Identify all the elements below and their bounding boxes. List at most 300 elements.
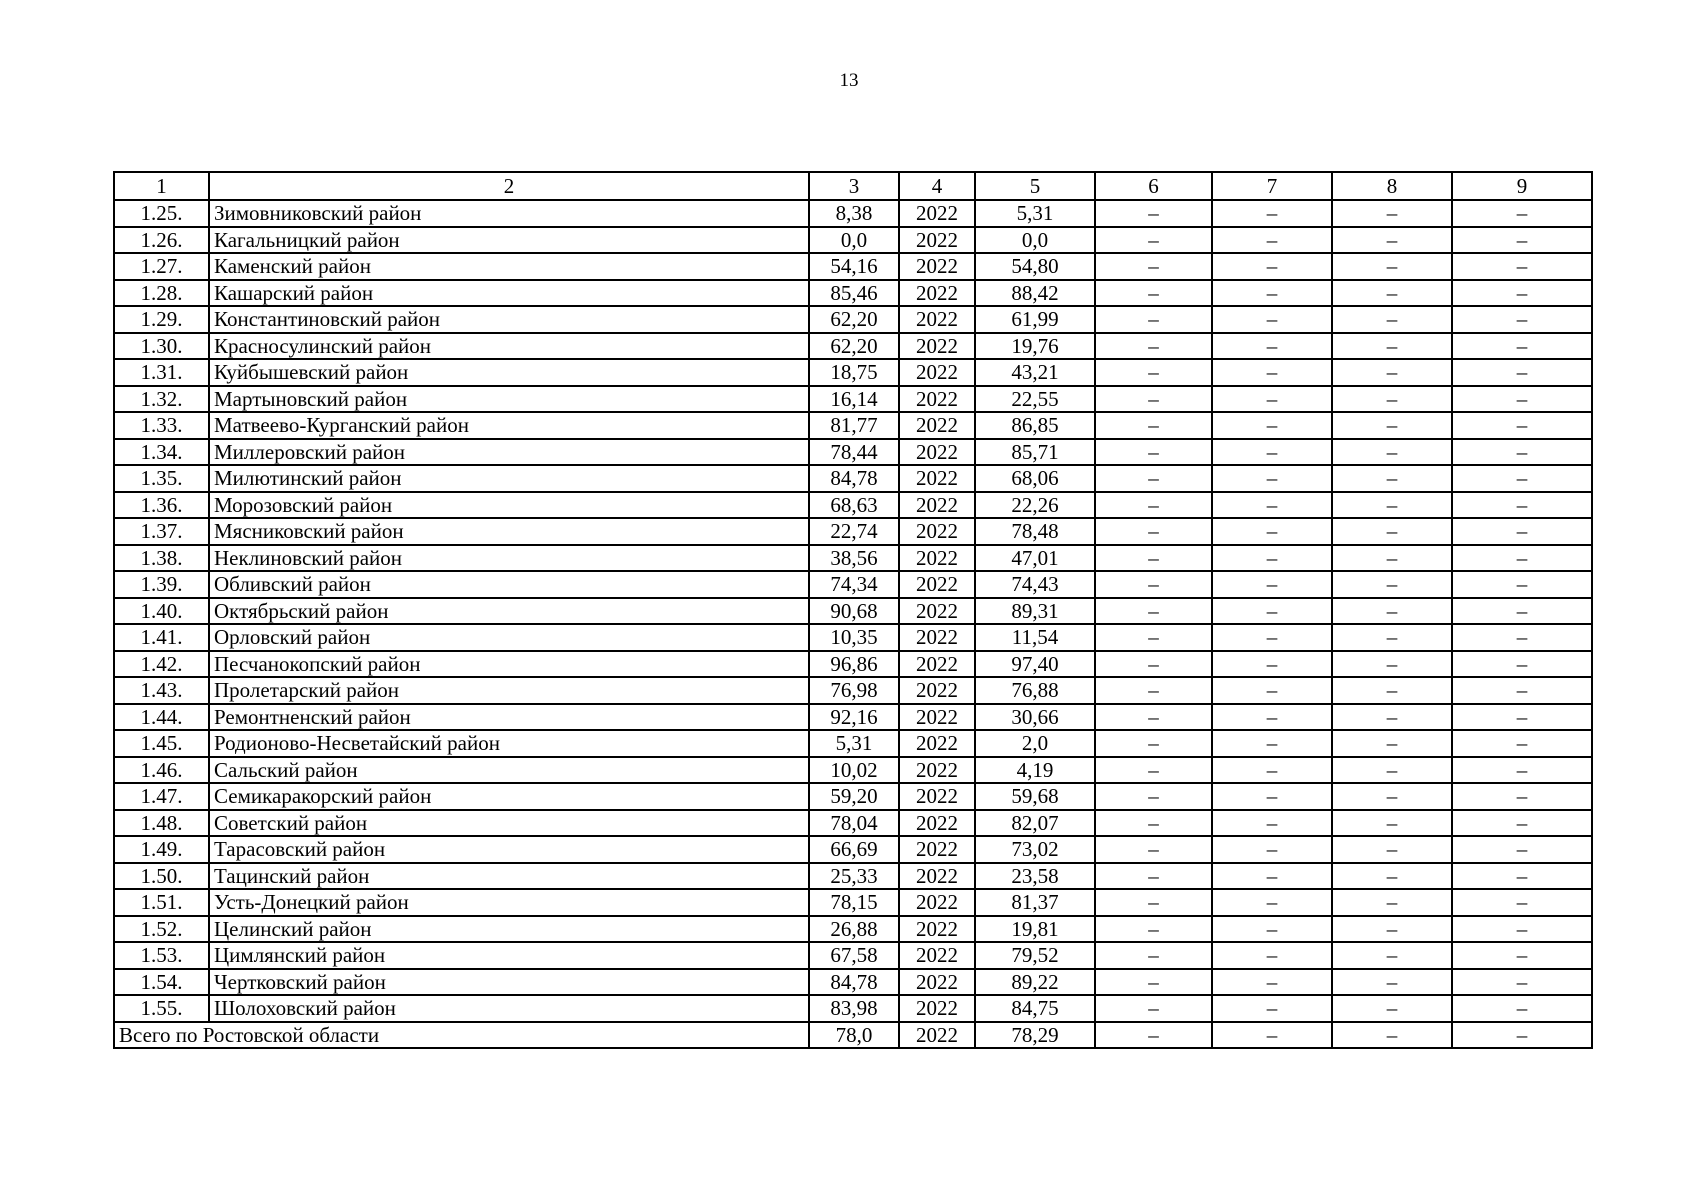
district-name: Советский район	[209, 810, 809, 837]
dash-cell: –	[1212, 492, 1332, 519]
value-cell: 78,48	[975, 518, 1095, 545]
dash-cell: –	[1332, 624, 1452, 651]
table-row	[114, 863, 1592, 890]
year-cell: 2022	[899, 359, 975, 386]
total-cell: –	[1332, 1022, 1452, 1049]
dash-cell: –	[1332, 889, 1452, 916]
dash-cell: –	[1332, 783, 1452, 810]
dash-cell: –	[1212, 704, 1332, 731]
dash-cell: –	[1095, 677, 1212, 704]
table-row	[114, 465, 1592, 492]
value-cell: 88,42	[975, 280, 1095, 307]
total-cell: –	[1452, 1022, 1592, 1049]
district-name: Октябрьский район	[209, 598, 809, 625]
year-cell: 2022	[899, 889, 975, 916]
dash-cell: –	[1332, 439, 1452, 466]
dash-cell: –	[1332, 942, 1452, 969]
value-cell: 92,16	[809, 704, 899, 731]
dash-cell: –	[1095, 916, 1212, 943]
dash-cell: –	[1332, 518, 1452, 545]
year-cell: 2022	[899, 598, 975, 625]
district-name: Кагальницкий район	[209, 227, 809, 254]
dash-cell: –	[1452, 333, 1592, 360]
column-header: 1	[114, 172, 209, 200]
value-cell: 86,85	[975, 412, 1095, 439]
row-number: 1.28.	[114, 280, 209, 307]
district-name: Матвеево-Курганский район	[209, 412, 809, 439]
dash-cell: –	[1095, 783, 1212, 810]
district-name: Тарасовский район	[209, 836, 809, 863]
table-row	[114, 889, 1592, 916]
year-cell: 2022	[899, 492, 975, 519]
dash-cell: –	[1332, 492, 1452, 519]
value-cell: 76,98	[809, 677, 899, 704]
dash-cell: –	[1212, 730, 1332, 757]
dash-cell: –	[1095, 518, 1212, 545]
district-name: Родионово-Несветайский район	[209, 730, 809, 757]
dash-cell: –	[1095, 651, 1212, 678]
value-cell: 47,01	[975, 545, 1095, 572]
year-cell: 2022	[899, 651, 975, 678]
dash-cell: –	[1332, 651, 1452, 678]
value-cell: 84,78	[809, 465, 899, 492]
value-cell: 10,35	[809, 624, 899, 651]
year-cell: 2022	[899, 280, 975, 307]
total-cell: –	[1095, 1022, 1212, 1049]
row-number: 1.36.	[114, 492, 209, 519]
table-row	[114, 306, 1592, 333]
dash-cell: –	[1095, 969, 1212, 996]
year-cell: 2022	[899, 624, 975, 651]
dash-cell: –	[1095, 359, 1212, 386]
value-cell: 62,20	[809, 306, 899, 333]
row-number: 1.49.	[114, 836, 209, 863]
table-body	[114, 200, 1592, 1022]
dash-cell: –	[1212, 783, 1332, 810]
year-cell: 2022	[899, 836, 975, 863]
district-name: Песчанокопский район	[209, 651, 809, 678]
value-cell: 83,98	[809, 995, 899, 1022]
value-cell: 96,86	[809, 651, 899, 678]
table-row	[114, 412, 1592, 439]
dash-cell: –	[1452, 730, 1592, 757]
dash-cell: –	[1212, 306, 1332, 333]
dash-cell: –	[1452, 412, 1592, 439]
dash-cell: –	[1452, 942, 1592, 969]
dash-cell: –	[1452, 545, 1592, 572]
dash-cell: –	[1212, 757, 1332, 784]
year-cell: 2022	[899, 863, 975, 890]
table-row	[114, 704, 1592, 731]
value-cell: 0,0	[809, 227, 899, 254]
year-cell: 2022	[899, 969, 975, 996]
dash-cell: –	[1332, 386, 1452, 413]
table-row	[114, 518, 1592, 545]
year-cell: 2022	[899, 306, 975, 333]
year-cell: 2022	[899, 995, 975, 1022]
row-number: 1.48.	[114, 810, 209, 837]
dash-cell: –	[1095, 836, 1212, 863]
table-row	[114, 333, 1592, 360]
table-row	[114, 624, 1592, 651]
row-number: 1.29.	[114, 306, 209, 333]
district-name: Кашарский район	[209, 280, 809, 307]
row-number: 1.35.	[114, 465, 209, 492]
value-cell: 54,16	[809, 253, 899, 280]
total-cell: 2022	[899, 1022, 975, 1049]
dash-cell: –	[1332, 227, 1452, 254]
dash-cell: –	[1452, 465, 1592, 492]
page-number: 13	[839, 70, 859, 91]
dash-cell: –	[1332, 200, 1452, 227]
district-name: Мартыновский район	[209, 386, 809, 413]
row-number: 1.54.	[114, 969, 209, 996]
district-name: Шолоховский район	[209, 995, 809, 1022]
row-number: 1.52.	[114, 916, 209, 943]
dash-cell: –	[1452, 757, 1592, 784]
dash-cell: –	[1212, 677, 1332, 704]
district-name: Семикаракорский район	[209, 783, 809, 810]
dash-cell: –	[1452, 571, 1592, 598]
table-row	[114, 836, 1592, 863]
dash-cell: –	[1212, 889, 1332, 916]
dash-cell: –	[1095, 624, 1212, 651]
dash-cell: –	[1332, 969, 1452, 996]
dash-cell: –	[1095, 280, 1212, 307]
dash-cell: –	[1212, 386, 1332, 413]
year-cell: 2022	[899, 810, 975, 837]
dash-cell: –	[1212, 200, 1332, 227]
dash-cell: –	[1212, 836, 1332, 863]
row-number: 1.44.	[114, 704, 209, 731]
value-cell: 11,54	[975, 624, 1095, 651]
dash-cell: –	[1452, 280, 1592, 307]
dash-cell: –	[1452, 253, 1592, 280]
year-cell: 2022	[899, 916, 975, 943]
district-name: Цимлянский район	[209, 942, 809, 969]
value-cell: 85,71	[975, 439, 1095, 466]
table-row	[114, 545, 1592, 572]
year-cell: 2022	[899, 386, 975, 413]
year-cell: 2022	[899, 439, 975, 466]
year-cell: 2022	[899, 545, 975, 572]
table-row	[114, 730, 1592, 757]
table-row	[114, 359, 1592, 386]
data-table	[113, 171, 1593, 1049]
district-name: Красносулинский район	[209, 333, 809, 360]
dash-cell: –	[1212, 227, 1332, 254]
row-number: 1.51.	[114, 889, 209, 916]
value-cell: 30,66	[975, 704, 1095, 731]
table-row	[114, 253, 1592, 280]
dash-cell: –	[1212, 571, 1332, 598]
table-row	[114, 757, 1592, 784]
value-cell: 59,20	[809, 783, 899, 810]
row-number: 1.47.	[114, 783, 209, 810]
value-cell: 90,68	[809, 598, 899, 625]
header-row	[114, 172, 1592, 200]
column-header: 3	[809, 172, 899, 200]
dash-cell: –	[1452, 836, 1592, 863]
dash-cell: –	[1095, 386, 1212, 413]
table-row	[114, 598, 1592, 625]
total-cell: 78,0	[809, 1022, 899, 1049]
dash-cell: –	[1095, 598, 1212, 625]
year-cell: 2022	[899, 783, 975, 810]
dash-cell: –	[1452, 677, 1592, 704]
dash-cell: –	[1095, 492, 1212, 519]
table-row	[114, 280, 1592, 307]
value-cell: 26,88	[809, 916, 899, 943]
value-cell: 23,58	[975, 863, 1095, 890]
total-cell: –	[1212, 1022, 1332, 1049]
row-number: 1.43.	[114, 677, 209, 704]
value-cell: 85,46	[809, 280, 899, 307]
dash-cell: –	[1095, 545, 1212, 572]
dash-cell: –	[1212, 863, 1332, 890]
dash-cell: –	[1212, 439, 1332, 466]
value-cell: 89,22	[975, 969, 1095, 996]
dash-cell: –	[1095, 227, 1212, 254]
table-row	[114, 810, 1592, 837]
district-name: Пролетарский район	[209, 677, 809, 704]
value-cell: 78,44	[809, 439, 899, 466]
dash-cell: –	[1452, 386, 1592, 413]
dash-cell: –	[1212, 253, 1332, 280]
year-cell: 2022	[899, 677, 975, 704]
dash-cell: –	[1095, 730, 1212, 757]
dash-cell: –	[1452, 783, 1592, 810]
table-row	[114, 651, 1592, 678]
dash-cell: –	[1095, 942, 1212, 969]
value-cell: 78,04	[809, 810, 899, 837]
dash-cell: –	[1095, 412, 1212, 439]
value-cell: 19,76	[975, 333, 1095, 360]
dash-cell: –	[1452, 916, 1592, 943]
dash-cell: –	[1452, 518, 1592, 545]
dash-cell: –	[1212, 651, 1332, 678]
value-cell: 4,19	[975, 757, 1095, 784]
value-cell: 68,06	[975, 465, 1095, 492]
year-cell: 2022	[899, 518, 975, 545]
total-row	[114, 1022, 1592, 1049]
district-name: Константиновский район	[209, 306, 809, 333]
dash-cell: –	[1452, 995, 1592, 1022]
value-cell: 81,37	[975, 889, 1095, 916]
column-header: 5	[975, 172, 1095, 200]
row-number: 1.55.	[114, 995, 209, 1022]
column-header: 7	[1212, 172, 1332, 200]
dash-cell: –	[1452, 227, 1592, 254]
value-cell: 5,31	[975, 200, 1095, 227]
year-cell: 2022	[899, 571, 975, 598]
table-row	[114, 783, 1592, 810]
dash-cell: –	[1332, 836, 1452, 863]
row-number: 1.40.	[114, 598, 209, 625]
dash-cell: –	[1332, 280, 1452, 307]
table-row	[114, 492, 1592, 519]
district-name: Миллеровский район	[209, 439, 809, 466]
dash-cell: –	[1332, 253, 1452, 280]
dash-cell: –	[1452, 969, 1592, 996]
table-row	[114, 386, 1592, 413]
total-label: Всего по Ростовской области	[114, 1022, 809, 1049]
dash-cell: –	[1332, 704, 1452, 731]
dash-cell: –	[1095, 863, 1212, 890]
dash-cell: –	[1332, 730, 1452, 757]
dash-cell: –	[1332, 306, 1452, 333]
value-cell: 19,81	[975, 916, 1095, 943]
dash-cell: –	[1095, 571, 1212, 598]
dash-cell: –	[1332, 757, 1452, 784]
column-header: 4	[899, 172, 975, 200]
year-cell: 2022	[899, 465, 975, 492]
value-cell: 0,0	[975, 227, 1095, 254]
dash-cell: –	[1332, 995, 1452, 1022]
dash-cell: –	[1332, 677, 1452, 704]
dash-cell: –	[1095, 889, 1212, 916]
dash-cell: –	[1095, 810, 1212, 837]
dash-cell: –	[1332, 333, 1452, 360]
value-cell: 59,68	[975, 783, 1095, 810]
year-cell: 2022	[899, 942, 975, 969]
year-cell: 2022	[899, 227, 975, 254]
value-cell: 73,02	[975, 836, 1095, 863]
value-cell: 84,75	[975, 995, 1095, 1022]
row-number: 1.26.	[114, 227, 209, 254]
row-number: 1.42.	[114, 651, 209, 678]
dash-cell: –	[1212, 810, 1332, 837]
dash-cell: –	[1332, 598, 1452, 625]
dash-cell: –	[1332, 545, 1452, 572]
dash-cell: –	[1095, 704, 1212, 731]
dash-cell: –	[1212, 412, 1332, 439]
dash-cell: –	[1452, 889, 1592, 916]
dash-cell: –	[1095, 439, 1212, 466]
value-cell: 76,88	[975, 677, 1095, 704]
row-number: 1.39.	[114, 571, 209, 598]
dash-cell: –	[1332, 916, 1452, 943]
value-cell: 68,63	[809, 492, 899, 519]
district-name: Куйбышевский район	[209, 359, 809, 386]
value-cell: 89,31	[975, 598, 1095, 625]
dash-cell: –	[1452, 863, 1592, 890]
dash-cell: –	[1452, 439, 1592, 466]
row-number: 1.45.	[114, 730, 209, 757]
dash-cell: –	[1212, 916, 1332, 943]
table-row	[114, 677, 1592, 704]
value-cell: 22,74	[809, 518, 899, 545]
dash-cell: –	[1212, 518, 1332, 545]
value-cell: 79,52	[975, 942, 1095, 969]
dash-cell: –	[1095, 253, 1212, 280]
dash-cell: –	[1212, 280, 1332, 307]
row-number: 1.38.	[114, 545, 209, 572]
year-cell: 2022	[899, 730, 975, 757]
district-name: Неклиновский район	[209, 545, 809, 572]
row-number: 1.33.	[114, 412, 209, 439]
table-row	[114, 200, 1592, 227]
value-cell: 54,80	[975, 253, 1095, 280]
row-number: 1.46.	[114, 757, 209, 784]
row-number: 1.34.	[114, 439, 209, 466]
value-cell: 5,31	[809, 730, 899, 757]
value-cell: 38,56	[809, 545, 899, 572]
dash-cell: –	[1452, 810, 1592, 837]
dash-cell: –	[1212, 624, 1332, 651]
district-name: Целинский район	[209, 916, 809, 943]
dash-cell: –	[1212, 942, 1332, 969]
value-cell: 67,58	[809, 942, 899, 969]
value-cell: 25,33	[809, 863, 899, 890]
table-row	[114, 571, 1592, 598]
district-name: Мясниковский район	[209, 518, 809, 545]
row-number: 1.30.	[114, 333, 209, 360]
dash-cell: –	[1212, 995, 1332, 1022]
row-number: 1.50.	[114, 863, 209, 890]
dash-cell: –	[1332, 412, 1452, 439]
value-cell: 22,55	[975, 386, 1095, 413]
column-header: 8	[1332, 172, 1452, 200]
value-cell: 61,99	[975, 306, 1095, 333]
district-name: Милютинский район	[209, 465, 809, 492]
dash-cell: –	[1212, 545, 1332, 572]
value-cell: 66,69	[809, 836, 899, 863]
district-name: Каменский район	[209, 253, 809, 280]
district-name: Усть-Донецкий район	[209, 889, 809, 916]
dash-cell: –	[1095, 333, 1212, 360]
value-cell: 18,75	[809, 359, 899, 386]
district-name: Морозовский район	[209, 492, 809, 519]
year-cell: 2022	[899, 333, 975, 360]
district-name: Тацинский район	[209, 863, 809, 890]
year-cell: 2022	[899, 412, 975, 439]
table-row	[114, 439, 1592, 466]
dash-cell: –	[1095, 306, 1212, 333]
district-name: Чертковский район	[209, 969, 809, 996]
value-cell: 62,20	[809, 333, 899, 360]
dash-cell: –	[1095, 757, 1212, 784]
dash-cell: –	[1452, 359, 1592, 386]
dash-cell: –	[1332, 465, 1452, 492]
value-cell: 2,0	[975, 730, 1095, 757]
dash-cell: –	[1332, 863, 1452, 890]
row-number: 1.41.	[114, 624, 209, 651]
value-cell: 74,43	[975, 571, 1095, 598]
total-cell: 78,29	[975, 1022, 1095, 1049]
column-header: 9	[1452, 172, 1592, 200]
value-cell: 81,77	[809, 412, 899, 439]
year-cell: 2022	[899, 704, 975, 731]
table-row	[114, 942, 1592, 969]
dash-cell: –	[1452, 492, 1592, 519]
value-cell: 97,40	[975, 651, 1095, 678]
year-cell: 2022	[899, 200, 975, 227]
table-row	[114, 995, 1592, 1022]
dash-cell: –	[1452, 200, 1592, 227]
dash-cell: –	[1212, 359, 1332, 386]
dash-cell: –	[1452, 624, 1592, 651]
dash-cell: –	[1332, 810, 1452, 837]
row-number: 1.37.	[114, 518, 209, 545]
dash-cell: –	[1452, 598, 1592, 625]
table-row	[114, 227, 1592, 254]
district-name: Обливский район	[209, 571, 809, 598]
district-name: Сальский район	[209, 757, 809, 784]
value-cell: 84,78	[809, 969, 899, 996]
table-row	[114, 916, 1592, 943]
value-cell: 43,21	[975, 359, 1095, 386]
